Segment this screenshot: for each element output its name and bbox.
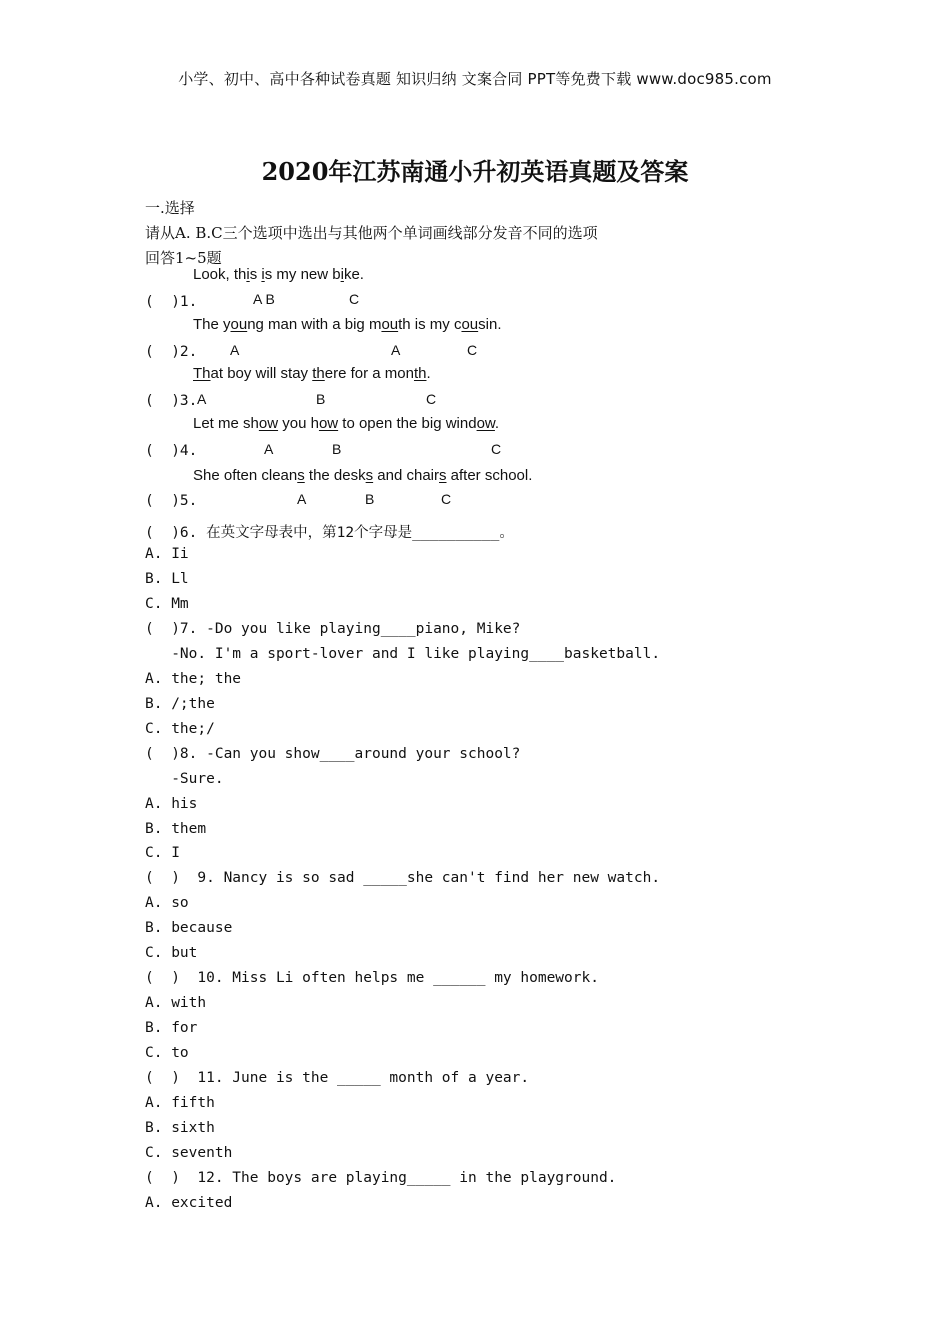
- sentence-text: The y: [193, 316, 231, 333]
- underlined-letters: ow: [318, 415, 339, 432]
- underlined-letters: s: [439, 467, 447, 484]
- phonetic-sentence: [193, 415, 499, 432]
- option-line: A. Ii: [145, 546, 189, 562]
- option-letter: B: [316, 391, 326, 407]
- sentence-text: ng man with a big m: [247, 316, 382, 333]
- option-line: B. them: [145, 821, 207, 837]
- phonetic-sentence: [193, 467, 532, 484]
- option-line: B. for: [145, 1020, 198, 1036]
- option-line: A. so: [145, 895, 189, 911]
- question-number: ( )2.: [145, 344, 198, 360]
- option-line: C. but: [145, 945, 198, 961]
- question-line: ( )6. 在英文字母表中，第12个字母是__________。: [145, 525, 514, 541]
- sentence-text: .: [494, 415, 500, 432]
- option-line: C. the;/: [145, 721, 215, 737]
- phonetic-sentence: [193, 316, 502, 333]
- option-line: C. to: [145, 1045, 189, 1061]
- option-line: C. seventh: [145, 1145, 233, 1161]
- sentence-text: sin.: [478, 316, 502, 333]
- option-letter: A: [264, 441, 274, 457]
- option-letter: B: [332, 441, 342, 457]
- option-letter: A: [297, 491, 307, 507]
- underlined-letters: ow: [258, 415, 279, 432]
- underlined-letters: s: [297, 467, 305, 484]
- underlined-letters: ou: [381, 316, 399, 333]
- page-title: 2020年江苏南通小升初英语真题及答案: [261, 157, 689, 186]
- option-letter: A: [391, 342, 401, 358]
- sentence-text: She often clean: [193, 467, 298, 484]
- option-letter: C: [491, 441, 502, 457]
- option-letter: A B: [253, 291, 275, 307]
- question-line: ( )8. -Can you show____around your school?: [145, 746, 521, 762]
- sentence-text: after school.: [446, 467, 533, 484]
- phonetic-sentence: [193, 365, 431, 382]
- question-line: ( ) 12. The boys are playing_____ in the playground.: [145, 1170, 617, 1186]
- option-line: A. with: [145, 995, 207, 1011]
- underlined-letters: ou: [230, 316, 248, 333]
- underlined-letters: i: [246, 266, 250, 283]
- underlined-letters: ou: [461, 316, 479, 333]
- option-line: A. his: [145, 796, 198, 812]
- question-number: ( )1.: [145, 294, 198, 310]
- section-heading: 一.选择: [145, 199, 195, 217]
- option-line: B. sixth: [145, 1120, 215, 1136]
- sentence-text: to open the big wind: [338, 415, 477, 432]
- question-line: -Sure.: [145, 771, 224, 787]
- phonetic-sentence: [193, 266, 364, 283]
- question-line: ( ) 10. Miss Li often helps me ______ my homework.: [145, 970, 599, 986]
- option-letter: C: [349, 291, 360, 307]
- option-line: B. /;the: [145, 696, 215, 712]
- underlined-letters: i: [261, 266, 265, 283]
- option-letter: A: [197, 391, 207, 407]
- sentence-text: ere for a mon: [324, 365, 414, 382]
- option-line: A. excited: [145, 1195, 233, 1211]
- option-line: B. because: [145, 920, 233, 936]
- sentence-text: and chair: [373, 467, 439, 484]
- underlined-letters: i: [340, 266, 344, 283]
- sentence-text: th is my c: [398, 316, 462, 333]
- option-letter: C: [426, 391, 437, 407]
- page-header: 小学、初中、高中各种试卷真题 知识归纳 文案合同 PPT等免费下载 www.doc985.com: [178, 70, 772, 88]
- option-line: B. Ll: [145, 571, 189, 587]
- instruction-line: 回答1~5题: [145, 249, 222, 267]
- option-line: C. Mm: [145, 596, 189, 612]
- option-letter: C: [467, 342, 478, 358]
- sentence-text: s my new b: [264, 266, 341, 283]
- sentence-text: s: [249, 266, 262, 283]
- underlined-letters: ow: [476, 415, 495, 432]
- sentence-text: ke.: [343, 266, 364, 283]
- option-letter: C: [441, 491, 452, 507]
- option-letter: B: [365, 491, 375, 507]
- question-number: ( )5.: [145, 493, 198, 509]
- question-number: ( )3.: [145, 393, 198, 409]
- sentence-text: Let me sh: [193, 415, 259, 432]
- underlined-letters: th: [413, 365, 427, 382]
- underlined-letters: s: [365, 467, 374, 484]
- sentence-text: Look, th: [193, 266, 247, 283]
- option-line: A. the; the: [145, 671, 242, 687]
- underlined-letters: Th: [193, 365, 211, 382]
- option-line: A. fifth: [145, 1095, 215, 1111]
- question-line: ( ) 11. June is the _____ month of a year.: [145, 1070, 530, 1086]
- option-line: C. I: [145, 845, 180, 861]
- question-number: ( )4.: [145, 443, 198, 459]
- sentence-text: you h: [278, 415, 319, 432]
- sentence-text: at boy will stay: [210, 365, 313, 382]
- instruction-line: 请从A. B.C三个选项中选出与其他两个单词画线部分发音不同的选项: [145, 224, 598, 242]
- underlined-letters: th: [312, 365, 325, 382]
- sentence-text: .: [426, 365, 431, 382]
- option-letter: A: [230, 342, 240, 358]
- question-line: -No. I'm a sport-lover and I like playing____basketball.: [145, 646, 661, 662]
- question-line: ( )7. -Do you like playing____piano, Mike?: [145, 621, 521, 637]
- question-line: ( ) 9. Nancy is so sad _____she can't find her new watch.: [145, 870, 661, 886]
- sentence-text: the desk: [304, 467, 366, 484]
